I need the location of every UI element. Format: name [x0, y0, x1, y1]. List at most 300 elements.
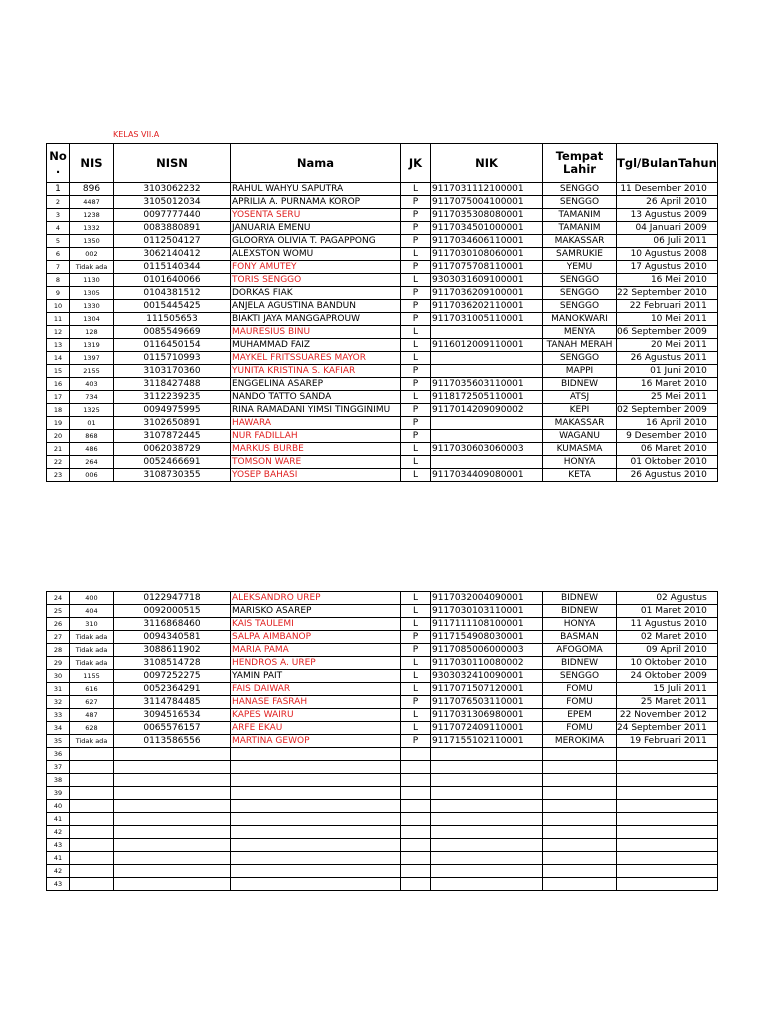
- tempat-lahir-cell: KETA: [543, 469, 617, 482]
- header-nis: NIS: [70, 144, 114, 183]
- jk-cell: P: [401, 631, 431, 644]
- tempat-lahir-cell: SENGGO: [543, 196, 617, 209]
- nama-cell: ALEKSANDRO UREP: [231, 592, 401, 605]
- row-number: 1: [47, 183, 70, 196]
- jk-cell: [401, 852, 431, 865]
- header-nisn: NISN: [114, 144, 231, 183]
- nama-cell: SALPA AIMBANOP: [231, 631, 401, 644]
- nik-cell: 9117111108100001: [431, 618, 543, 631]
- tempat-lahir-cell: BASMAN: [543, 631, 617, 644]
- jk-cell: P: [401, 644, 431, 657]
- nik-cell: [431, 430, 543, 443]
- table-row: [47, 657, 718, 670]
- nama-cell: MAYKEL FRITSSUARES MAYOR: [231, 352, 401, 365]
- row-number: 8: [47, 274, 70, 287]
- tgl-lahir-cell: [617, 813, 718, 826]
- table-row: [47, 313, 718, 326]
- student-table-2: [46, 591, 718, 891]
- tgl-lahir-cell: 9 Desember 2010: [617, 430, 718, 443]
- nisn-cell: 111505653: [114, 313, 231, 326]
- nama-cell: MARKUS BURBE: [231, 443, 401, 456]
- tgl-lahir-cell: 02 Maret 2010: [617, 631, 718, 644]
- jk-cell: L: [401, 456, 431, 469]
- nis-cell: 896: [70, 183, 114, 196]
- tgl-lahir-cell: [617, 774, 718, 787]
- row-number: 27: [47, 631, 70, 644]
- row-number: 29: [47, 657, 70, 670]
- nama-cell: KAPES WAIRU: [231, 709, 401, 722]
- nik-cell: [431, 748, 543, 761]
- nama-cell: [231, 787, 401, 800]
- nisn-cell: 0104381512: [114, 287, 231, 300]
- table-row: [47, 631, 718, 644]
- tgl-lahir-cell: 25 Mei 2011: [617, 391, 718, 404]
- tempat-lahir-cell: MENYA: [543, 326, 617, 339]
- nik-cell: [431, 878, 543, 891]
- nik-cell: 9117085006000003: [431, 644, 543, 657]
- nisn-cell: 0097777440: [114, 209, 231, 222]
- nama-cell: TORIS SENGGO: [231, 274, 401, 287]
- nik-cell: 9117071507120001: [431, 683, 543, 696]
- nis-cell: Tidak ada: [70, 261, 114, 274]
- jk-cell: [401, 878, 431, 891]
- nik-cell: 9117030108060001: [431, 248, 543, 261]
- header-nik: NIK: [431, 144, 543, 183]
- nis-cell: 400: [70, 592, 114, 605]
- table-row: [47, 683, 718, 696]
- nisn-cell: [114, 878, 231, 891]
- table-row: [47, 183, 718, 196]
- jk-cell: [401, 761, 431, 774]
- tgl-lahir-cell: 11 Agustus 2010: [617, 618, 718, 631]
- nama-cell: [231, 826, 401, 839]
- nama-cell: ALEXSTON WOMU: [231, 248, 401, 261]
- nis-cell: Tidak ada: [70, 644, 114, 657]
- nis-cell: 1130: [70, 274, 114, 287]
- jk-cell: P: [401, 417, 431, 430]
- tempat-lahir-cell: [543, 800, 617, 813]
- tgl-lahir-cell: 22 Februari 2011: [617, 300, 718, 313]
- nisn-cell: 0094340581: [114, 631, 231, 644]
- tempat-lahir-cell: SAMRUKIE: [543, 248, 617, 261]
- nik-cell: [431, 826, 543, 839]
- jk-cell: P: [401, 404, 431, 417]
- nisn-cell: 3108514728: [114, 657, 231, 670]
- jk-cell: L: [401, 443, 431, 456]
- table-row: [47, 391, 718, 404]
- nik-cell: 9117075708110001: [431, 261, 543, 274]
- tgl-lahir-cell: [617, 878, 718, 891]
- jk-cell: P: [401, 365, 431, 378]
- table-row: [47, 722, 718, 735]
- row-number: 32: [47, 696, 70, 709]
- tgl-lahir-cell: 16 Maret 2010: [617, 378, 718, 391]
- header-tempat-lahir: Tempat Lahir: [543, 144, 617, 183]
- nis-cell: [70, 839, 114, 852]
- table-row: [47, 339, 718, 352]
- nis-cell: [70, 800, 114, 813]
- tempat-lahir-cell: [543, 787, 617, 800]
- class-title: KELAS VII.A: [113, 130, 160, 139]
- row-number: 18: [47, 404, 70, 417]
- nama-cell: ANJELA AGUSTINA BANDUN: [231, 300, 401, 313]
- header-no: No .: [47, 144, 70, 183]
- row-number: 41: [47, 852, 70, 865]
- row-number: 34: [47, 722, 70, 735]
- row-number: 2: [47, 196, 70, 209]
- tgl-lahir-cell: 10 Mei 2011: [617, 313, 718, 326]
- nama-cell: [231, 800, 401, 813]
- tempat-lahir-cell: BIDNEW: [543, 657, 617, 670]
- nik-cell: [431, 852, 543, 865]
- nama-cell: MUHAMMAD FAIZ: [231, 339, 401, 352]
- nama-cell: MARTINA GEWOP: [231, 735, 401, 748]
- table-row: [47, 813, 718, 826]
- row-number: 6: [47, 248, 70, 261]
- row-number: 7: [47, 261, 70, 274]
- tgl-lahir-cell: 24 September 2011: [617, 722, 718, 735]
- jk-cell: [401, 839, 431, 852]
- jk-cell: P: [401, 209, 431, 222]
- nama-cell: GLOORYA OLIVIA T. PAGAPPONG: [231, 235, 401, 248]
- tempat-lahir-cell: EPEM: [543, 709, 617, 722]
- nisn-cell: 3062140412: [114, 248, 231, 261]
- nik-cell: 9118172505110001: [431, 391, 543, 404]
- nisn-cell: [114, 787, 231, 800]
- tempat-lahir-cell: KUMASMA: [543, 443, 617, 456]
- table-row: [47, 209, 718, 222]
- nik-cell: 9117014209090002: [431, 404, 543, 417]
- row-number: 15: [47, 365, 70, 378]
- table-row: [47, 826, 718, 839]
- nis-cell: 404: [70, 605, 114, 618]
- tempat-lahir-cell: HONYA: [543, 456, 617, 469]
- nisn-cell: 0092000515: [114, 605, 231, 618]
- table-row: [47, 592, 718, 605]
- table-row: [47, 735, 718, 748]
- nama-cell: [231, 813, 401, 826]
- table-row: [47, 365, 718, 378]
- jk-cell: L: [401, 274, 431, 287]
- jk-cell: L: [401, 592, 431, 605]
- row-number: 17: [47, 391, 70, 404]
- tempat-lahir-cell: BIDNEW: [543, 378, 617, 391]
- nama-cell: FAIS DAIWAR: [231, 683, 401, 696]
- nis-cell: 1332: [70, 222, 114, 235]
- tempat-lahir-cell: SENGGO: [543, 670, 617, 683]
- table-row: [47, 404, 718, 417]
- tempat-lahir-cell: [543, 813, 617, 826]
- tgl-lahir-cell: [617, 865, 718, 878]
- nik-cell: [431, 839, 543, 852]
- nisn-cell: 3105012034: [114, 196, 231, 209]
- nama-cell: DORKAS FIAK: [231, 287, 401, 300]
- tempat-lahir-cell: KEPI: [543, 404, 617, 417]
- row-number: 24: [47, 592, 70, 605]
- tempat-lahir-cell: YEMU: [543, 261, 617, 274]
- jk-cell: P: [401, 235, 431, 248]
- jk-cell: P: [401, 287, 431, 300]
- table-row: [47, 605, 718, 618]
- nisn-cell: 3116868460: [114, 618, 231, 631]
- nik-cell: 9117034606110001: [431, 235, 543, 248]
- row-number: 26: [47, 618, 70, 631]
- nama-cell: HANASE FASRAH: [231, 696, 401, 709]
- nama-cell: YOSEP BAHASI: [231, 469, 401, 482]
- tgl-lahir-cell: [617, 826, 718, 839]
- nisn-cell: 0094975995: [114, 404, 231, 417]
- table-row: [47, 274, 718, 287]
- tgl-lahir-cell: [617, 839, 718, 852]
- jk-cell: P: [401, 261, 431, 274]
- nik-cell: 9117030603060003: [431, 443, 543, 456]
- nis-cell: [70, 826, 114, 839]
- nik-cell: 9117031306980001: [431, 709, 543, 722]
- jk-cell: [401, 865, 431, 878]
- jk-cell: L: [401, 352, 431, 365]
- tgl-lahir-cell: 01 Juni 2010: [617, 365, 718, 378]
- table-row: [47, 352, 718, 365]
- student-table-1: [46, 143, 718, 482]
- tempat-lahir-cell: SENGGO: [543, 183, 617, 196]
- tempat-lahir-cell: HONYA: [543, 618, 617, 631]
- row-number: 25: [47, 605, 70, 618]
- table-row: [47, 774, 718, 787]
- nis-cell: [70, 761, 114, 774]
- row-number: 35: [47, 735, 70, 748]
- nis-cell: 734: [70, 391, 114, 404]
- nama-cell: YUNITA KRISTINA S. KAFIAR: [231, 365, 401, 378]
- table-row: [47, 748, 718, 761]
- row-number: 5: [47, 235, 70, 248]
- tgl-lahir-cell: 13 Agustus 2009: [617, 209, 718, 222]
- table-row: [47, 878, 718, 891]
- row-number: 38: [47, 774, 70, 787]
- nisn-cell: 0112504127: [114, 235, 231, 248]
- nis-cell: Tidak ada: [70, 735, 114, 748]
- nis-cell: 01: [70, 417, 114, 430]
- nisn-cell: 0122947718: [114, 592, 231, 605]
- jk-cell: P: [401, 378, 431, 391]
- tempat-lahir-cell: FOMU: [543, 722, 617, 735]
- nis-cell: 310: [70, 618, 114, 631]
- tempat-lahir-cell: [543, 761, 617, 774]
- nis-cell: 868: [70, 430, 114, 443]
- row-number: 43: [47, 839, 70, 852]
- nama-cell: RAHUL WAHYU SAPUTRA: [231, 183, 401, 196]
- nama-cell: TOMSON WARE: [231, 456, 401, 469]
- nik-cell: 9117072409110001: [431, 722, 543, 735]
- nik-cell: [431, 326, 543, 339]
- nama-cell: MARIA PAMA: [231, 644, 401, 657]
- table-row: [47, 287, 718, 300]
- nama-cell: APRILIA A. PURNAMA KOROP: [231, 196, 401, 209]
- tempat-lahir-cell: [543, 852, 617, 865]
- nis-cell: 002: [70, 248, 114, 261]
- row-number: 19: [47, 417, 70, 430]
- tgl-lahir-cell: [617, 787, 718, 800]
- table-row: [47, 222, 718, 235]
- nik-cell: 9117035603110001: [431, 378, 543, 391]
- nik-cell: 9117076503110001: [431, 696, 543, 709]
- nisn-cell: 0116450154: [114, 339, 231, 352]
- jk-cell: L: [401, 722, 431, 735]
- jk-cell: L: [401, 618, 431, 631]
- row-number: 10: [47, 300, 70, 313]
- nik-cell: [431, 800, 543, 813]
- nik-cell: 9117030110080002: [431, 657, 543, 670]
- tempat-lahir-cell: FOMU: [543, 696, 617, 709]
- tgl-lahir-cell: [617, 800, 718, 813]
- row-number: 42: [47, 865, 70, 878]
- nis-cell: [70, 813, 114, 826]
- tempat-lahir-cell: MANOKWARI: [543, 313, 617, 326]
- jk-cell: P: [401, 313, 431, 326]
- nisn-cell: [114, 813, 231, 826]
- row-number: 3: [47, 209, 70, 222]
- nisn-cell: 3114784485: [114, 696, 231, 709]
- tgl-lahir-cell: 15 Juli 2011: [617, 683, 718, 696]
- nik-cell: 9303032410090001: [431, 670, 543, 683]
- nik-cell: [431, 417, 543, 430]
- nis-cell: 128: [70, 326, 114, 339]
- nis-cell: 403: [70, 378, 114, 391]
- jk-cell: [401, 826, 431, 839]
- header-tgl: Tgl/BulanTahun: [617, 144, 718, 183]
- row-number: 28: [47, 644, 70, 657]
- tempat-lahir-cell: SENGGO: [543, 274, 617, 287]
- nik-cell: [431, 774, 543, 787]
- header-row: [47, 144, 718, 183]
- nisn-cell: [114, 826, 231, 839]
- nis-cell: Tidak ada: [70, 631, 114, 644]
- jk-cell: L: [401, 248, 431, 261]
- table-row: [47, 300, 718, 313]
- jk-cell: L: [401, 670, 431, 683]
- nama-cell: BIAKTI JAYA MANGGAPROUW: [231, 313, 401, 326]
- nik-cell: 9117154908030001: [431, 631, 543, 644]
- nama-cell: [231, 878, 401, 891]
- nama-cell: [231, 774, 401, 787]
- jk-cell: P: [401, 735, 431, 748]
- nis-cell: 006: [70, 469, 114, 482]
- tgl-lahir-cell: 10 Agustus 2008: [617, 248, 718, 261]
- tempat-lahir-cell: MAPPI: [543, 365, 617, 378]
- nis-cell: 616: [70, 683, 114, 696]
- nama-cell: HAWARA: [231, 417, 401, 430]
- row-number: 37: [47, 761, 70, 774]
- nama-cell: ARFE EKAU: [231, 722, 401, 735]
- nisn-cell: [114, 839, 231, 852]
- row-number: 11: [47, 313, 70, 326]
- table-row: [47, 709, 718, 722]
- jk-cell: P: [401, 300, 431, 313]
- tgl-lahir-cell: 06 September 2009: [617, 326, 718, 339]
- tgl-lahir-cell: [617, 748, 718, 761]
- nisn-cell: [114, 865, 231, 878]
- nisn-cell: 3112239235: [114, 391, 231, 404]
- row-number: 40: [47, 800, 70, 813]
- nik-cell: 9116012009110001: [431, 339, 543, 352]
- tgl-lahir-cell: [617, 852, 718, 865]
- table-row: [47, 326, 718, 339]
- header-nama: Nama: [231, 144, 401, 183]
- table-row: [47, 618, 718, 631]
- nis-cell: 1305: [70, 287, 114, 300]
- tempat-lahir-cell: SENGGO: [543, 287, 617, 300]
- nisn-cell: 3118427488: [114, 378, 231, 391]
- row-number: 4: [47, 222, 70, 235]
- row-number: 39: [47, 787, 70, 800]
- nis-cell: 4487: [70, 196, 114, 209]
- tgl-lahir-cell: 20 Mei 2011: [617, 339, 718, 352]
- nis-cell: 1397: [70, 352, 114, 365]
- tgl-lahir-cell: 16 Mei 2010: [617, 274, 718, 287]
- tgl-lahir-cell: 22 September 2010: [617, 287, 718, 300]
- tempat-lahir-cell: [543, 878, 617, 891]
- nis-cell: Tidak ada: [70, 657, 114, 670]
- nama-cell: MARISKO ASAREP: [231, 605, 401, 618]
- nik-cell: 9117035308080001: [431, 209, 543, 222]
- nik-cell: 9117155102110001: [431, 735, 543, 748]
- nis-cell: [70, 774, 114, 787]
- tgl-lahir-cell: 26 Agustus 2010: [617, 469, 718, 482]
- table-row: [47, 761, 718, 774]
- table-row: [47, 248, 718, 261]
- row-number: 31: [47, 683, 70, 696]
- nisn-cell: 0097252275: [114, 670, 231, 683]
- nama-cell: MAURESIUS BINU: [231, 326, 401, 339]
- row-number: 23: [47, 469, 70, 482]
- nik-cell: 9117036202110001: [431, 300, 543, 313]
- nama-cell: [231, 865, 401, 878]
- nama-cell: NUR FADILLAH: [231, 430, 401, 443]
- nis-cell: 1155: [70, 670, 114, 683]
- tempat-lahir-cell: WAGANU: [543, 430, 617, 443]
- nama-cell: [231, 761, 401, 774]
- tgl-lahir-cell: 24 Oktober 2009: [617, 670, 718, 683]
- table-row: [47, 443, 718, 456]
- nis-cell: [70, 852, 114, 865]
- nama-cell: [231, 839, 401, 852]
- nik-cell: 9117030103110001: [431, 605, 543, 618]
- table-row: [47, 469, 718, 482]
- tempat-lahir-cell: SENGGO: [543, 300, 617, 313]
- table-row: [47, 417, 718, 430]
- tgl-lahir-cell: 11 Desember 2010: [617, 183, 718, 196]
- nik-cell: [431, 787, 543, 800]
- tempat-lahir-cell: AFOGOMA: [543, 644, 617, 657]
- table-row: [47, 456, 718, 469]
- table-row: [47, 839, 718, 852]
- table-row: [47, 787, 718, 800]
- nisn-cell: 0115710993: [114, 352, 231, 365]
- tgl-lahir-cell: 25 Maret 2011: [617, 696, 718, 709]
- nama-cell: YOSENTA SERU: [231, 209, 401, 222]
- tgl-lahir-cell: 26 April 2010: [617, 196, 718, 209]
- nik-cell: [431, 456, 543, 469]
- row-number: 16: [47, 378, 70, 391]
- nama-cell: KAIS TAULEMI: [231, 618, 401, 631]
- table-row: [47, 800, 718, 813]
- jk-cell: L: [401, 469, 431, 482]
- jk-cell: L: [401, 605, 431, 618]
- nisn-cell: 3103062232: [114, 183, 231, 196]
- nis-cell: 1238: [70, 209, 114, 222]
- nis-cell: [70, 748, 114, 761]
- jk-cell: [401, 774, 431, 787]
- tempat-lahir-cell: ATSJ: [543, 391, 617, 404]
